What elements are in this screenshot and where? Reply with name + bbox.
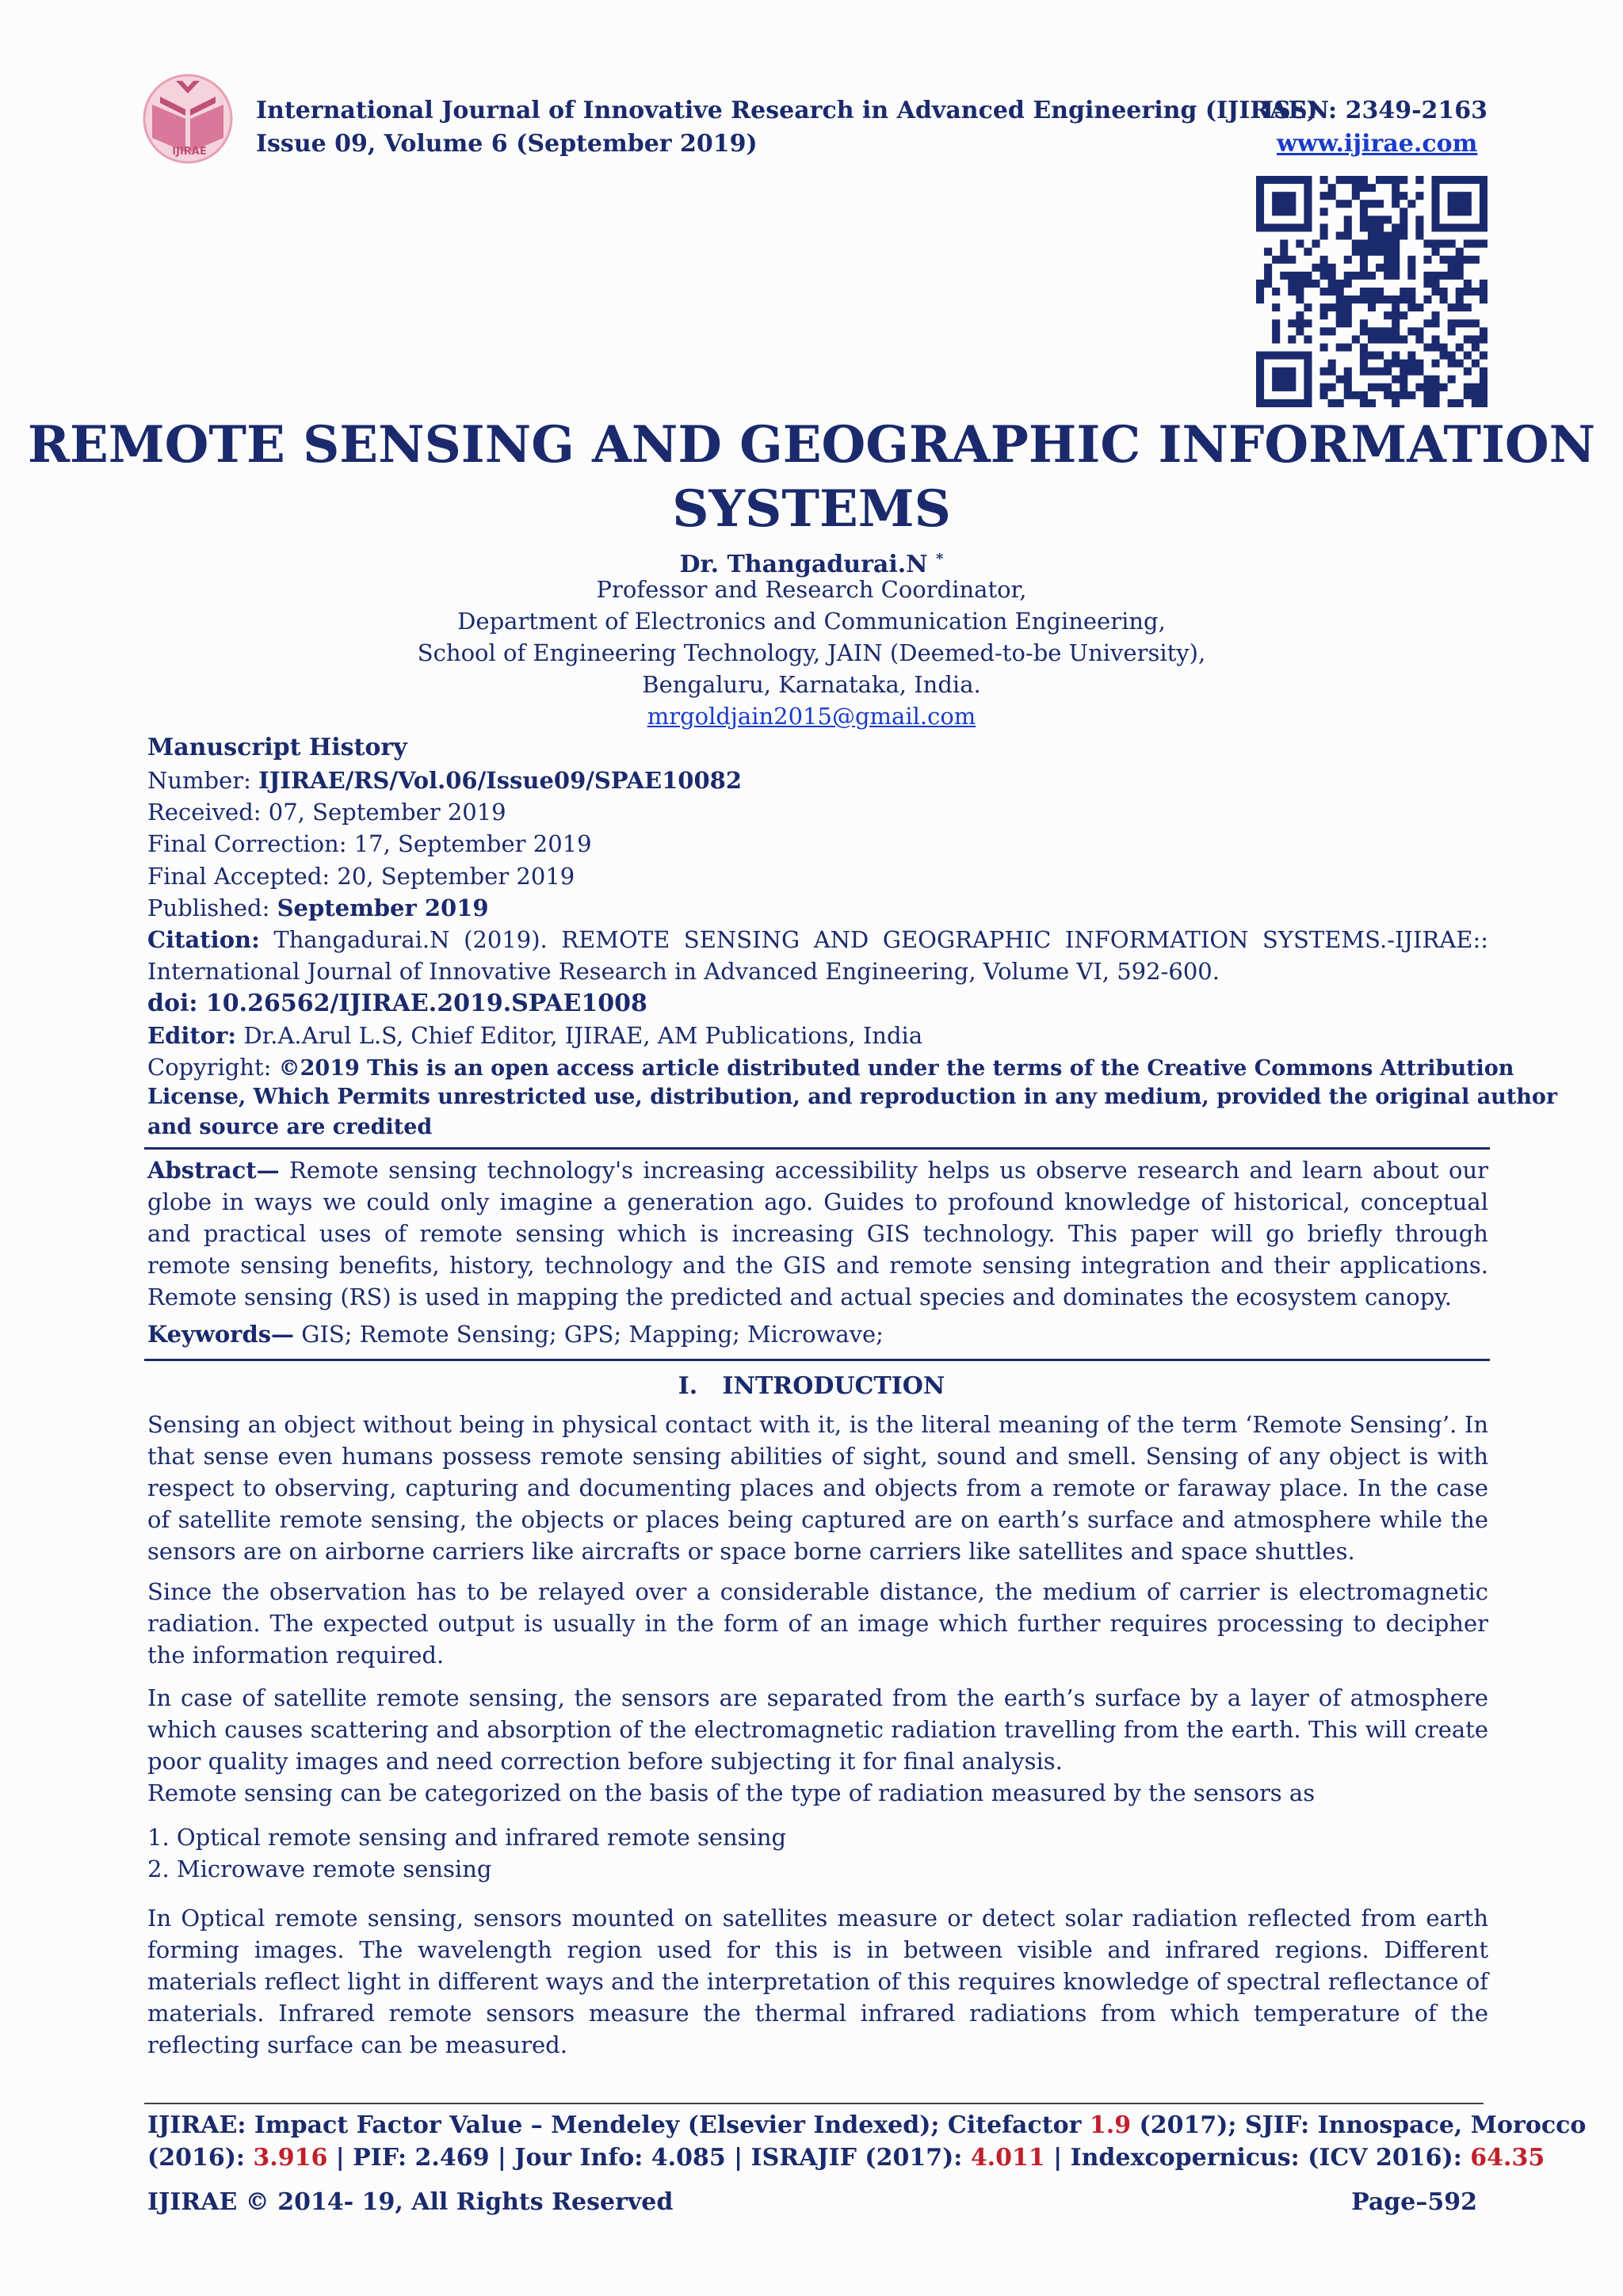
author-name: Dr. Thangadurai.N *: [679, 551, 944, 578]
issue-info: Issue 09, Volume 6 (September 2019): [256, 130, 758, 158]
received-date: Received: 07, September 2019: [147, 799, 506, 826]
final-accepted-date: Final Accepted: 20, September 2019: [147, 863, 575, 890]
section-heading-introduction: I. INTRODUCTION: [678, 1372, 945, 1400]
copyright-line-2: License, Which Permits unrestricted use, distribution, and reproduction in any medium, provided the original author: [147, 1085, 1558, 1109]
author-affiliation-2: Department of Electronics and Communication Engineering,: [457, 608, 1166, 635]
copyright-line-1: Copyright: ©2019 This is an open access article distributed under the terms of the Creative Commons Attribution: [147, 1054, 1514, 1081]
intro-paragraph-4: Remote sensing can be categorized on the basis of the type of radiation measured by the sensors as: [147, 1779, 1316, 1806]
intro-paragraph-2: Since the observation has to be relayed over a considerable distance, the medium of carrier is electromagnetic radiation. The expected output is usually in the form of an image which further requires processing to decipher the information required.: [147, 1578, 1488, 1669]
copyright-line-3: and source are credited: [147, 1115, 433, 1139]
journal-name: International Journal of Innovative Research in Advanced Engineering (IJIRAE): [256, 97, 1318, 124]
divider-top: [144, 1147, 1490, 1150]
list-item-2: 2. Microwave remote sensing: [147, 1855, 492, 1882]
keywords: Keywords— GIS; Remote Sensing; GPS; Mapping; Microwave;: [147, 1321, 884, 1348]
footer-divider: [144, 2103, 1484, 2104]
logo-text: IJIRAE: [172, 146, 207, 158]
author-affiliation-3: School of Engineering Technology, JAIN (Deemed-to-be University),: [417, 639, 1206, 666]
manuscript-heading: Manuscript History: [147, 734, 407, 761]
website-link[interactable]: www.ijirae.com: [1277, 130, 1478, 158]
editor: Editor: Dr.A.Arul L.S, Chief Editor, IJIRAE, AM Publications, India: [147, 1022, 923, 1049]
divider-middle: [144, 1359, 1490, 1361]
footer-indexing-line-1: IJIRAE: Impact Factor Value – Mendeley (Elsevier Indexed); Citefactor 1.9 (2017); SJIF: Innospace, Morocco: [147, 2111, 1587, 2139]
citation-line-1: Citation: Thangadurai.N (2019). REMOTE SENSING AND GEOGRAPHIC INFORMATION SYSTEMS.-IJIRAE::: [147, 926, 1488, 953]
page-number: Page–592: [1351, 2188, 1477, 2216]
intro-paragraph-3: In case of satellite remote sensing, the sensors are separated from the earth’s surface by a layer of atmosphere which causes scattering and absorption of the electromagnetic radiation travelling from the earth. This will create poor quality images and need correction before subjecting it for final analysis.: [147, 1684, 1488, 1775]
manuscript-number: Number: IJIRAE/RS/Vol.06/Issue09/SPAE10082: [147, 767, 743, 794]
journal-logo: [136, 73, 239, 168]
footer-indexing-line-2: (2016): 3.916 | PIF: 2.469 | Jour Info: 4.085 | ISRAJIF (2017): 4.011 | Indexcopernicus: (ICV 2016): 64.35: [147, 2144, 1545, 2172]
qr-code: [1256, 176, 1487, 407]
final-correction-date: Final Correction: 17, September 2019: [147, 830, 592, 857]
doi: doi: 10.26562/IJIRAE.2019.SPAE1008: [147, 990, 647, 1017]
footer-copyright: IJIRAE © 2014- 19, All Rights Reserved: [147, 2188, 674, 2216]
published-date: Published: September 2019: [147, 894, 489, 921]
issn: ISSN: 2349-2163: [1262, 97, 1488, 124]
author-affiliation-4: Bengaluru, Karnataka, India.: [642, 671, 981, 698]
author-affiliation-1: Professor and Research Coordinator,: [596, 576, 1027, 603]
abstract: Abstract— Remote sensing technology's increasing accessibility helps us observe research and learn about our globe in ways we could only imagine a generation ago. Guides to profound knowledge of historical, conceptual and practical uses of remote sensing which is increasing GIS technology. This paper will go briefly through remote sensing benefits, history, technology and the GIS and remote sensing integration and their applications. Remote sensing (RS) is used in mapping the predicted and actual species and dominates the ecosystem canopy.: [147, 1157, 1488, 1310]
paper-title-line-2: SYSTEMS: [672, 479, 951, 539]
author-email: [0, 700, 1623, 732]
list-item-1: 1. Optical remote sensing and infrared remote sensing: [147, 1824, 787, 1851]
paper-title-line-1: REMOTE SENSING AND GEOGRAPHIC INFORMATION: [27, 415, 1596, 475]
citation-line-2: International Journal of Innovative Research in Advanced Engineering, Volume VI, 592-600.: [147, 958, 1220, 985]
email-link[interactable]: mrgoldjain2015@gmail.com: [647, 703, 976, 730]
intro-paragraph-1: Sensing an object without being in physical contact with it, is the literal meaning of the term ‘Remote Sensing’. In that sense even humans possess remote sensing abilities of sight, sound and smell. Sensing of any object is with respect to observing, capturing and documenting places and objects from a remote or faraway place. In the case of satellite remote sensing, the objects or places being captured are on earth’s surface and atmosphere while the sensors are on airborne carriers like aircrafts or space borne carriers like satellites and space shuttles.: [147, 1411, 1488, 1565]
intro-paragraph-5: In Optical remote sensing, sensors mounted on satellites measure or detect solar radiation reflected from earth forming images. The wavelength region used for this is in between visible and infrared regions. Different materials reflect light in different ways and the interpretation of this requires knowledge of spectral reflectance of materials. Infrared remote sensors measure the thermal infrared radiations from which temperature of the reflecting surface can be measured.: [147, 1905, 1488, 2058]
